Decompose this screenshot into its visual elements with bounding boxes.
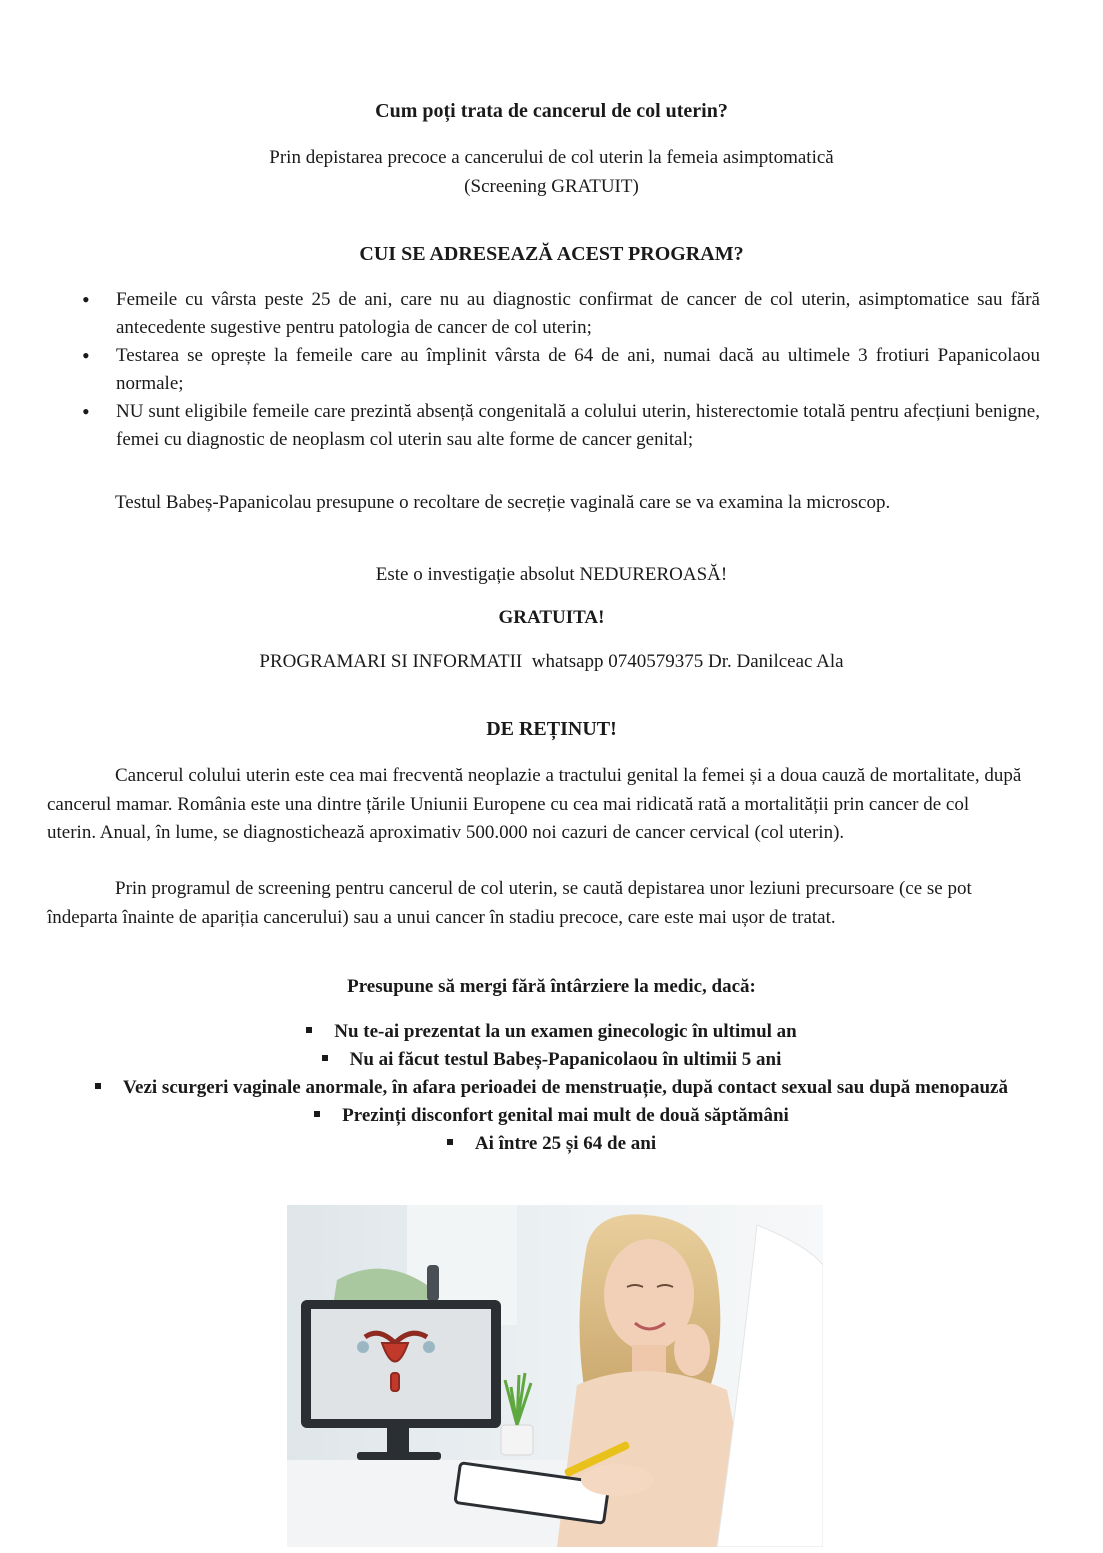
eligibility-list bbox=[80, 286, 1040, 454]
list-item bbox=[80, 398, 1040, 454]
urgency-title: Presupune să mergi fără întârziere la medic, dacă: bbox=[347, 976, 756, 997]
list-item bbox=[0, 1102, 1103, 1130]
intro-line: Prin depistarea precoce a cancerului de col uterin la femeia asimptomatică bbox=[269, 147, 834, 168]
remember-title: DE REȚINUT! bbox=[486, 718, 617, 740]
free-note: GRATUITA! bbox=[498, 607, 605, 628]
list-item bbox=[80, 286, 1040, 342]
list-item-text: Femeile cu vârsta peste 25 de ani, care nu au diagnostic confirmat de cancer de col uterin, asimptomatice sau fără antecedente sugestive pentru patologia de cancer de col uterin; bbox=[116, 289, 1040, 338]
square-bullet-icon bbox=[95, 1083, 101, 1089]
square-bullet-icon bbox=[322, 1055, 328, 1061]
list-item bbox=[0, 1018, 1103, 1046]
remember-paragraph: Cancerul colului uterin este cea mai frecventă neoplazie a tractului genital la femei și a doua cauză de mortalitate, după cancerul mamar. România este una dintre țările Uniunii Europene cu cea mai ridicată rată a mortalității prin cancer de col uterin. Anual, în lume, se diagnostichează aproximativ 500.000 noi cazuri de cancer cervical (col uterin). bbox=[47, 765, 1022, 843]
painless-note: Este o investigație absolut NEDUREROASĂ! bbox=[375, 564, 728, 585]
intro-subline: (Screening GRATUIT) bbox=[464, 176, 639, 197]
remember-paragraph: Prin programul de screening pentru cancerul de col uterin, se caută depistarea unor leziuni precursoare (ce se pot îndeparta înainte de apariția cancerului) sau a unui cancer în stadiu precoce, care este mai ușor de tratat. bbox=[47, 878, 972, 928]
urgency-list bbox=[0, 1018, 1103, 1158]
page-title: Cum poți trata de cancerul de col uterin? bbox=[375, 100, 728, 122]
list-item bbox=[0, 1046, 1103, 1074]
consultation-photo bbox=[287, 1205, 823, 1547]
list-item bbox=[80, 342, 1040, 398]
list-item bbox=[0, 1074, 1103, 1102]
square-bullet-icon bbox=[447, 1139, 453, 1145]
list-item-text: Vezi scurgeri vaginale anormale, în afara perioadei de menstruație, după contact sexual sau după menopauză bbox=[123, 1077, 1008, 1098]
square-bullet-icon bbox=[306, 1027, 312, 1033]
program-title: CUI SE ADRESEAZĂ ACEST PROGRAM? bbox=[359, 243, 744, 265]
contact-info: PROGRAMARI SI INFORMATII whatsapp 0740579375 Dr. Danilceac Ala bbox=[259, 651, 844, 672]
list-item-text: Ai între 25 și 64 de ani bbox=[474, 1133, 657, 1154]
list-item-text: Nu te-ai prezentat la un examen ginecologic în ultimul an bbox=[334, 1021, 797, 1042]
square-bullet-icon bbox=[314, 1111, 320, 1117]
list-item-text: NU sunt eligibile femeile care prezintă absență congenitală a colului uterin, histerectomie totală pentru afecțiuni benigne, femei cu diagnostic de neoplasm col uterin sau alte forme de cancer genital; bbox=[116, 401, 1040, 450]
list-item-text: Testarea se oprește la femeile care au împlinit vârsta de 64 de ani, numai dacă au ultimele 3 frotiuri Papanicolaou normale; bbox=[116, 345, 1040, 394]
list-item-text: Nu ai făcut testul Babeș-Papanicolaou în ultimii 5 ani bbox=[349, 1049, 782, 1070]
list-item-text: Prezinți disconfort genital mai mult de două săptămâni bbox=[342, 1105, 789, 1126]
test-description: Testul Babeș-Papanicolau presupune o recoltare de secreție vaginală care se va examina la microscop. bbox=[115, 492, 891, 513]
list-item bbox=[0, 1130, 1103, 1158]
